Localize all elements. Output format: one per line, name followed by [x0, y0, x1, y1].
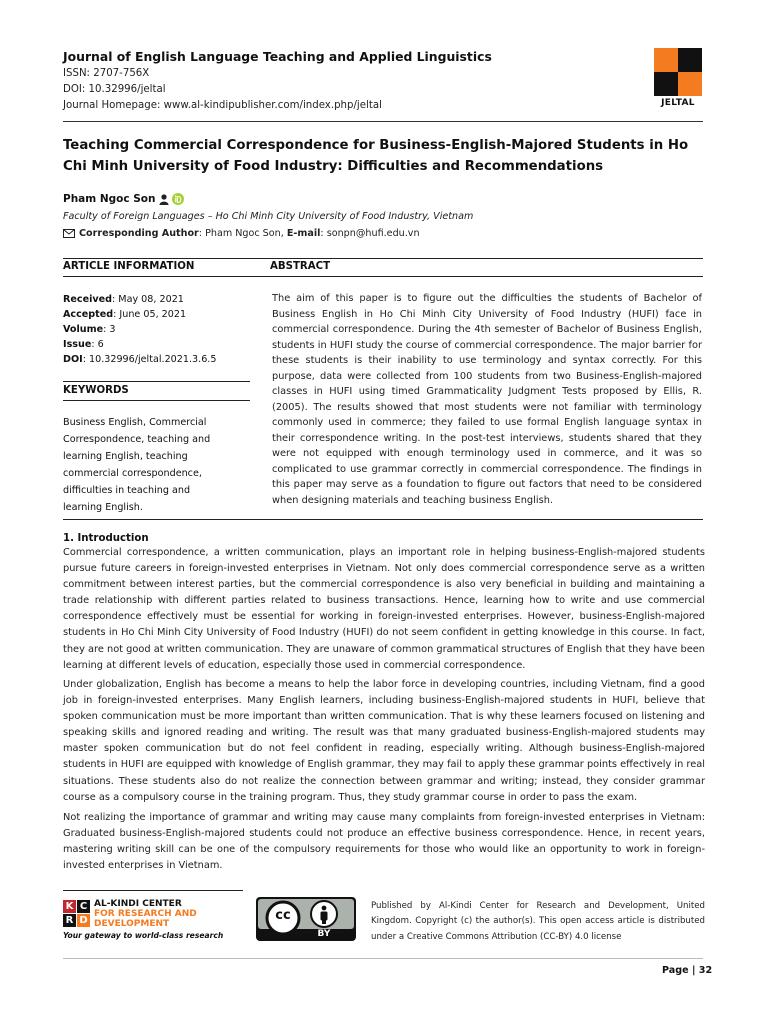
journal-doi: DOI: 10.32996/jeltal [63, 84, 166, 95]
accepted-label: Accepted [63, 309, 114, 320]
author-line [63, 193, 184, 205]
cc-by-graphic [256, 897, 356, 941]
corresponding-label: Corresponding Author [79, 228, 199, 239]
center-line-2: FOR RESEARCH AND [94, 909, 197, 919]
article-info-heading: ARTICLE INFORMATION [63, 261, 195, 272]
email-label: E-mail [286, 228, 321, 239]
orcid-icon[interactable] [172, 193, 184, 205]
corresponding-author [63, 228, 420, 239]
kcrd-letter-k: K [63, 900, 76, 913]
al-kindi-logo [63, 899, 243, 943]
journal-homepage[interactable]: Journal Homepage: www.al-kindipublisher.com/index.php/jeltal [63, 100, 382, 111]
kcrd-letter-c: C [77, 900, 90, 913]
issue-value: : 6 [91, 339, 104, 350]
footer-rule [63, 890, 243, 891]
volume-label: Volume [63, 324, 104, 335]
issn: ISSN: 2707-756X [63, 68, 150, 79]
logo-square-orange-1 [654, 48, 678, 72]
issue-label: Issue [63, 339, 92, 350]
intro-paragraph-1: Commercial correspondence, a written communication, plays an important role in helping business-English-majored students pursue future careers in foreign-invested enterprises in Vietnam. Not only does commercial correspondence serve as a written commitment between interest parties, but the commercial correspondence is also very beneficial in building and maintaining a trade relationship with different parties related to business transactions. Hence, learning how to write and use commercial correspondence effectively must be essential for working in foreign-invested enterprises. However, business-English-majored students in Ho Chi Minh City University of Food Industry (HUFI) do not seem confident in getting knowledge in this course. In fact, they are not good at written communication. They are unaware of common grammatical structures of English that they have been learning at different levels of education, especially those used in commercial correspondence. [63, 547, 705, 671]
intro-paragraph-3: Not realizing the importance of grammar and writing may cause many complaints from foreign-invested enterprises in Vietnam: Graduated business-English-majored students could not produce an effective business correspondence. Hence, in recent years, mastering writing skill can be one of the compulsory requirements for those who would like an opportunity to work in foreign-invested enterprises in Vietnam. [63, 812, 705, 872]
cc-text: cc [275, 908, 291, 923]
envelope-icon [63, 229, 75, 238]
jeltal-logo [654, 48, 702, 96]
logo-text: JELTAL [661, 98, 695, 108]
journal-title: Journal of English Language Teaching and Applied Linguistics [63, 49, 492, 64]
accepted-value: : June 05, 2021 [113, 309, 187, 320]
info-bottom-rule [63, 276, 703, 277]
center-line-1: AL-KINDI CENTER [94, 899, 182, 909]
tagline: Your gateway to world-class research [63, 931, 224, 940]
keywords-top-rule [63, 381, 250, 382]
person-icon [159, 194, 169, 205]
logo-square-black-1 [678, 48, 702, 72]
doi-label: DOI [63, 354, 83, 365]
by-text: BY [317, 929, 331, 939]
logo-square-black-2 [654, 72, 678, 96]
header-divider [63, 121, 703, 122]
corresponding-name: : Pham Ngoc Son, [198, 228, 287, 239]
affiliation: Faculty of Foreign Languages – Ho Chi Minh City University of Food Industry, Vietnam [63, 211, 474, 222]
received-label: Received [63, 294, 113, 305]
volume-value: : 3 [103, 324, 116, 335]
abstract-heading: ABSTRACT [270, 261, 331, 272]
publisher-note: Published by Al-Kindi Center for Research and Development, United Kingdom. Copyright (c) the author(s). This open access article is distributed under a Creative Commons Attribution (CC-BY) 4.0 license [371, 901, 705, 942]
page-footer-rule [63, 958, 703, 959]
email-value[interactable]: : sonpn@hufi.edu.vn [320, 228, 420, 239]
kcrd-letter-d: D [77, 914, 90, 927]
doi-value[interactable]: : 10.32996/jeltal.2021.3.6.5 [82, 354, 217, 365]
keywords-bottom-rule [63, 400, 250, 401]
abstract-end-rule [63, 519, 703, 520]
article-info [63, 292, 216, 367]
intro-heading: 1. Introduction [63, 533, 149, 544]
abstract-text: The aim of this paper is to figure out the difficulties the students of Bachelor of Business English in Ho Chi Minh City University of Food Industry (HUFI) face in commercial correspondence. During the 4th semester of Bachelor of Business English, students in HUFI study the course of commercial correspondence. The major barrier for these students is their inability to use terminology and syntax correctly. For this purpose, data were collected from 100 students from two Business-English-majored classes in HUFI using timed Grammaticality Judgment Tests proposed by Ellis, R. (2005). The results showed that most students were not familiar with terminology commonly used in commerce; they failed to use formal English language syntax in their correspondence writing. In the post-test interviews, students shared that they were not equipped with enough terminology used in commerce, and it was so complicated to use grammar correctly in commercial correspondence. The findings in this paper may serve as a foundation to figure out factors that need to be considered when designing materials and teaching business English. [272, 293, 702, 506]
received-value: : May 08, 2021 [112, 294, 184, 305]
keywords-list: Business English, Commercial Correspondence, teaching and learning English, teaching commercial correspondence, difficulties in teaching and learning English. [63, 417, 211, 513]
center-line-3: DEVELOPMENT [94, 919, 170, 929]
page-number: Page | 32 [662, 965, 713, 976]
info-top-rule [63, 258, 703, 259]
cc-by-badge[interactable] [256, 897, 356, 941]
author-name: Pham Ngoc Son [63, 193, 156, 205]
logo-square-orange-2 [678, 72, 702, 96]
intro-paragraph-2: Under globalization, English has become a means to help the labor force in developing countries, including Vietnam, find a good job in foreign-invested enterprises. Many English learners, including business-English-majored students in HUFI, believe that spoken communication must be more important than written communication. That is why these learners focused on listening and speaking skills and ignored reading and writing. The result was that many graduated business-English-majored students may master spoken communication but do not feel confident in reading, especially writing. Although business-English-majored students in HUFI are equipped with knowledge of English grammar, they may fail to apply these grammar points effectively in real situations. These students also do not realize the connection between grammar and writing; instead, they consider grammar course as a compulsory course in the training program. Thus, they study grammar course in order to pass the exam. [63, 679, 705, 803]
paper-title: Teaching Commercial Correspondence for Business-English-Majored Students in Ho Chi Minh University of Food Industry: Difficulties and Recommendations [63, 138, 689, 174]
keywords-heading: KEYWORDS [63, 385, 129, 396]
kcrd-letter-r: R [63, 914, 76, 927]
